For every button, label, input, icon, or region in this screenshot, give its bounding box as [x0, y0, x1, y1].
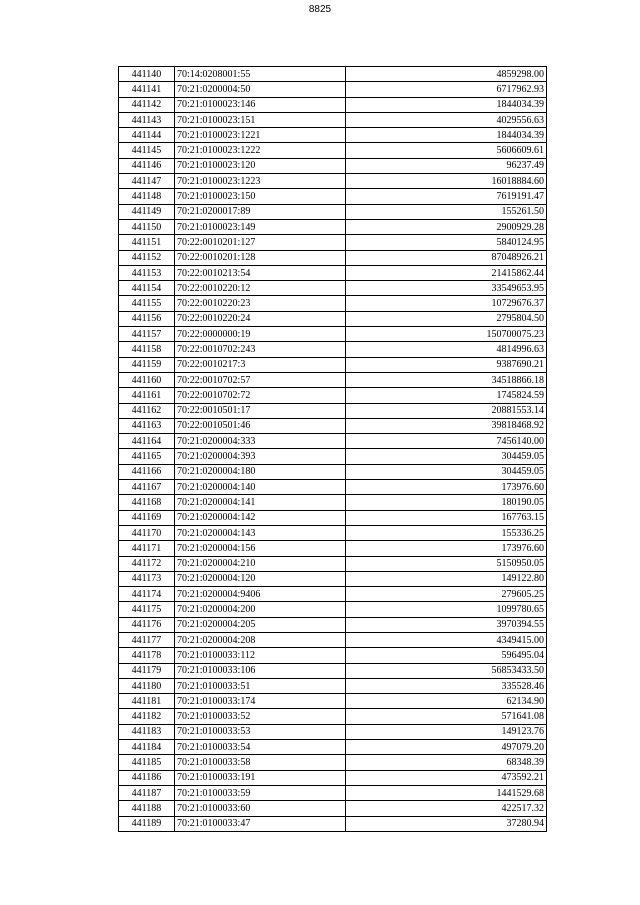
cadastral-number-cell: 70:21:0200004:120 — [175, 571, 346, 586]
table-row — [119, 816, 547, 831]
row-number-cell: 441157 — [119, 327, 175, 342]
cadastral-value-cell: 10729676.37 — [346, 296, 547, 311]
cadastral-value-cell: 5840124.95 — [346, 235, 547, 250]
row-number-cell: 441160 — [119, 372, 175, 387]
cadastral-value-cell: 68348.39 — [346, 755, 547, 770]
table-row — [119, 495, 547, 510]
cadastral-value-cell: 5606609.61 — [346, 143, 547, 158]
table-row — [119, 357, 547, 372]
cadastral-value-cell: 21415862.44 — [346, 265, 547, 280]
cadastral-value-cell: 4029556.63 — [346, 112, 547, 127]
cadastral-number-cell: 70:22:0010702:243 — [175, 342, 346, 357]
cadastral-value-cell: 2795804.50 — [346, 311, 547, 326]
row-number-cell: 441140 — [119, 67, 175, 82]
cadastral-value-cell: 422517.32 — [346, 801, 547, 816]
row-number-cell: 441145 — [119, 143, 175, 158]
table-row — [119, 801, 547, 816]
table-row — [119, 724, 547, 739]
row-number-cell: 441179 — [119, 663, 175, 678]
table-row — [119, 480, 547, 495]
cadastral-value-cell: 4349415.00 — [346, 632, 547, 647]
cadastral-value-cell: 155261.50 — [346, 204, 547, 219]
cadastral-value-cell: 5150950.05 — [346, 556, 547, 571]
cadastral-value-cell: 149123.76 — [346, 724, 547, 739]
table-row — [119, 602, 547, 617]
page-number: 8825 — [308, 4, 332, 15]
cadastral-number-cell: 70:21:0100033:52 — [175, 709, 346, 724]
table-row — [119, 112, 547, 127]
cadastral-value-cell: 87048926.21 — [346, 250, 547, 265]
cadastral-value-cell: 167763.15 — [346, 510, 547, 525]
table-row — [119, 219, 547, 234]
row-number-cell: 441186 — [119, 770, 175, 785]
table-row — [119, 265, 547, 280]
cadastral-value-cell: 6717962.93 — [346, 82, 547, 97]
cadastral-number-cell: 70:21:0100023:150 — [175, 189, 346, 204]
cadastral-value-cell: 16018884.60 — [346, 174, 547, 189]
cadastral-number-cell: 70:21:0100023:151 — [175, 112, 346, 127]
cadastral-number-cell: 70:21:0100023:149 — [175, 219, 346, 234]
cadastral-number-cell: 70:21:0200004:156 — [175, 541, 346, 556]
table-row — [119, 189, 547, 204]
cadastral-number-cell: 70:22:0010213:54 — [175, 265, 346, 280]
cadastral-number-cell: 70:21:0200004:50 — [175, 82, 346, 97]
cadastral-value-cell: 596495.04 — [346, 648, 547, 663]
table-row — [119, 403, 547, 418]
table-row — [119, 541, 547, 556]
row-number-cell: 441178 — [119, 648, 175, 663]
row-number-cell: 441152 — [119, 250, 175, 265]
cadastral-value-cell: 4859298.00 — [346, 67, 547, 82]
row-number-cell: 441163 — [119, 418, 175, 433]
cadastral-value-cell: 9387690.21 — [346, 357, 547, 372]
cadastral-number-cell: 70:21:0100033:54 — [175, 740, 346, 755]
cadastral-number-cell: 70:22:0010201:128 — [175, 250, 346, 265]
table-row — [119, 617, 547, 632]
cadastral-number-cell: 70:21:0200004:200 — [175, 602, 346, 617]
row-number-cell: 441143 — [119, 112, 175, 127]
cadastral-number-cell: 70:21:0100023:120 — [175, 158, 346, 173]
table-row — [119, 587, 547, 602]
row-number-cell: 441141 — [119, 82, 175, 97]
cadastral-number-cell: 70:21:0100023:146 — [175, 97, 346, 112]
table-row — [119, 556, 547, 571]
cadastral-number-cell: 70:22:0010501:17 — [175, 403, 346, 418]
cadastral-number-cell: 70:21:0100023:1221 — [175, 128, 346, 143]
cadastral-number-cell: 70:21:0200004:210 — [175, 556, 346, 571]
table-row — [119, 82, 547, 97]
row-number-cell: 441183 — [119, 724, 175, 739]
cadastral-number-cell: 70:21:0200004:208 — [175, 632, 346, 647]
table-row — [119, 510, 547, 525]
cadastral-number-cell: 70:21:0100033:47 — [175, 816, 346, 831]
cadastral-value-table — [118, 66, 547, 832]
cadastral-number-cell: 70:21:0200004:9406 — [175, 587, 346, 602]
cadastral-number-cell: 70:21:0200004:140 — [175, 480, 346, 495]
table-row — [119, 525, 547, 540]
cadastral-number-cell: 70:21:0100023:1223 — [175, 174, 346, 189]
row-number-cell: 441153 — [119, 265, 175, 280]
cadastral-value-cell: 3970394.55 — [346, 617, 547, 632]
cadastral-number-cell: 70:21:0100033:53 — [175, 724, 346, 739]
row-number-cell: 441142 — [119, 97, 175, 112]
cadastral-value-cell: 62134.90 — [346, 694, 547, 709]
row-number-cell: 441184 — [119, 740, 175, 755]
cadastral-number-cell: 70:21:0200004:141 — [175, 495, 346, 510]
cadastral-value-cell: 33549653.95 — [346, 281, 547, 296]
cadastral-value-cell: 149122.80 — [346, 571, 547, 586]
cadastral-value-cell: 37280.94 — [346, 816, 547, 831]
table-row — [119, 678, 547, 693]
cadastral-number-cell: 70:21:0100033:51 — [175, 678, 346, 693]
cadastral-number-cell: 70:21:0200004:180 — [175, 464, 346, 479]
row-number-cell: 441175 — [119, 602, 175, 617]
cadastral-value-cell: 150700075.23 — [346, 327, 547, 342]
row-number-cell: 441171 — [119, 541, 175, 556]
cadastral-number-cell: 70:21:0100033:112 — [175, 648, 346, 663]
row-number-cell: 441174 — [119, 587, 175, 602]
row-number-cell: 441173 — [119, 571, 175, 586]
row-number-cell: 441159 — [119, 357, 175, 372]
cadastral-value-cell: 39818468.92 — [346, 418, 547, 433]
cadastral-number-cell: 70:22:0010501:46 — [175, 418, 346, 433]
cadastral-value-cell: 304459.05 — [346, 449, 547, 464]
table-row — [119, 296, 547, 311]
row-number-cell: 441161 — [119, 388, 175, 403]
table-row — [119, 204, 547, 219]
row-number-cell: 441156 — [119, 311, 175, 326]
table-row — [119, 632, 547, 647]
table-row — [119, 571, 547, 586]
row-number-cell: 441172 — [119, 556, 175, 571]
cadastral-number-cell: 70:21:0100033:191 — [175, 770, 346, 785]
row-number-cell: 441164 — [119, 434, 175, 449]
table-row — [119, 709, 547, 724]
row-number-cell: 441188 — [119, 801, 175, 816]
row-number-cell: 441151 — [119, 235, 175, 250]
table-row — [119, 327, 547, 342]
table-row — [119, 235, 547, 250]
row-number-cell: 441167 — [119, 480, 175, 495]
cadastral-number-cell: 70:21:0200004:333 — [175, 434, 346, 449]
cadastral-value-cell: 335528.46 — [346, 678, 547, 693]
cadastral-value-cell: 4814996.63 — [346, 342, 547, 357]
table-row — [119, 372, 547, 387]
row-number-cell: 441182 — [119, 709, 175, 724]
cadastral-value-cell: 497079.20 — [346, 740, 547, 755]
table-row — [119, 174, 547, 189]
row-number-cell: 441176 — [119, 617, 175, 632]
cadastral-value-cell: 20881553.14 — [346, 403, 547, 418]
row-number-cell: 441181 — [119, 694, 175, 709]
row-number-cell: 441177 — [119, 632, 175, 647]
cadastral-value-cell: 304459.05 — [346, 464, 547, 479]
cadastral-value-cell: 1441529.68 — [346, 785, 547, 800]
cadastral-number-cell: 70:22:0010220:24 — [175, 311, 346, 326]
cadastral-number-cell: 70:22:0010702:72 — [175, 388, 346, 403]
cadastral-value-cell: 7456140.00 — [346, 434, 547, 449]
cadastral-number-cell: 70:21:0200004:143 — [175, 525, 346, 540]
row-number-cell: 441162 — [119, 403, 175, 418]
table-row — [119, 464, 547, 479]
row-number-cell: 441155 — [119, 296, 175, 311]
cadastral-number-cell: 70:22:0010201:127 — [175, 235, 346, 250]
cadastral-number-cell: 70:21:0100033:106 — [175, 663, 346, 678]
cadastral-number-cell: 70:22:0010702:57 — [175, 372, 346, 387]
cadastral-number-cell: 70:21:0200004:393 — [175, 449, 346, 464]
table-row — [119, 449, 547, 464]
table-row — [119, 770, 547, 785]
row-number-cell: 441185 — [119, 755, 175, 770]
cadastral-value-cell: 180190.05 — [346, 495, 547, 510]
cadastral-value-cell: 155336.25 — [346, 525, 547, 540]
row-number-cell: 441170 — [119, 525, 175, 540]
table-row — [119, 158, 547, 173]
cadastral-value-cell: 1844034.39 — [346, 97, 547, 112]
cadastral-value-cell: 34518866.18 — [346, 372, 547, 387]
row-number-cell: 441154 — [119, 281, 175, 296]
cadastral-number-cell: 70:21:0200004:142 — [175, 510, 346, 525]
cadastral-value-cell: 1099780.65 — [346, 602, 547, 617]
cadastral-number-cell: 70:21:0100033:58 — [175, 755, 346, 770]
cadastral-value-cell: 173976.60 — [346, 480, 547, 495]
row-number-cell: 441165 — [119, 449, 175, 464]
table-row — [119, 97, 547, 112]
cadastral-value-cell: 279605.25 — [346, 587, 547, 602]
table-row — [119, 143, 547, 158]
table-row — [119, 648, 547, 663]
table-row — [119, 67, 547, 82]
table-row — [119, 755, 547, 770]
row-number-cell: 441169 — [119, 510, 175, 525]
table-row — [119, 388, 547, 403]
cadastral-number-cell: 70:22:0010217:3 — [175, 357, 346, 372]
cadastral-number-cell: 70:14:0208001:55 — [175, 67, 346, 82]
cadastral-value-cell: 7619191.47 — [346, 189, 547, 204]
cadastral-number-cell: 70:22:0010220:23 — [175, 296, 346, 311]
cadastral-number-cell: 70:21:0100033:59 — [175, 785, 346, 800]
table-row — [119, 434, 547, 449]
table-row — [119, 128, 547, 143]
table-row — [119, 342, 547, 357]
table-row — [119, 418, 547, 433]
row-number-cell: 441166 — [119, 464, 175, 479]
cadastral-value-cell: 2900929.28 — [346, 219, 547, 234]
table-row — [119, 740, 547, 755]
cadastral-value-cell: 96237.49 — [346, 158, 547, 173]
cadastral-number-cell: 70:22:0000000:19 — [175, 327, 346, 342]
table-row — [119, 250, 547, 265]
table-row — [119, 311, 547, 326]
table-row — [119, 281, 547, 296]
cadastral-number-cell: 70:21:0100033:60 — [175, 801, 346, 816]
row-number-cell: 441146 — [119, 158, 175, 173]
row-number-cell: 441150 — [119, 219, 175, 234]
cadastral-value-cell: 473592.21 — [346, 770, 547, 785]
row-number-cell: 441189 — [119, 816, 175, 831]
row-number-cell: 441147 — [119, 174, 175, 189]
cadastral-value-cell: 56853433.50 — [346, 663, 547, 678]
row-number-cell: 441149 — [119, 204, 175, 219]
row-number-cell: 441180 — [119, 678, 175, 693]
cadastral-value-cell: 1745824.59 — [346, 388, 547, 403]
cadastral-value-cell: 571641.08 — [346, 709, 547, 724]
table-row — [119, 785, 547, 800]
cadastral-value-cell: 1844034.39 — [346, 128, 547, 143]
row-number-cell: 441144 — [119, 128, 175, 143]
cadastral-number-cell: 70:22:0010220:12 — [175, 281, 346, 296]
row-number-cell: 441168 — [119, 495, 175, 510]
table-body — [119, 67, 547, 832]
cadastral-number-cell: 70:21:0100023:1222 — [175, 143, 346, 158]
cadastral-number-cell: 70:21:0100033:174 — [175, 694, 346, 709]
row-number-cell: 441148 — [119, 189, 175, 204]
row-number-cell: 441158 — [119, 342, 175, 357]
cadastral-value-cell: 173976.60 — [346, 541, 547, 556]
row-number-cell: 441187 — [119, 785, 175, 800]
cadastral-number-cell: 70:21:0200004:205 — [175, 617, 346, 632]
table-row — [119, 694, 547, 709]
cadastral-number-cell: 70:21:0200017:89 — [175, 204, 346, 219]
table-row — [119, 663, 547, 678]
